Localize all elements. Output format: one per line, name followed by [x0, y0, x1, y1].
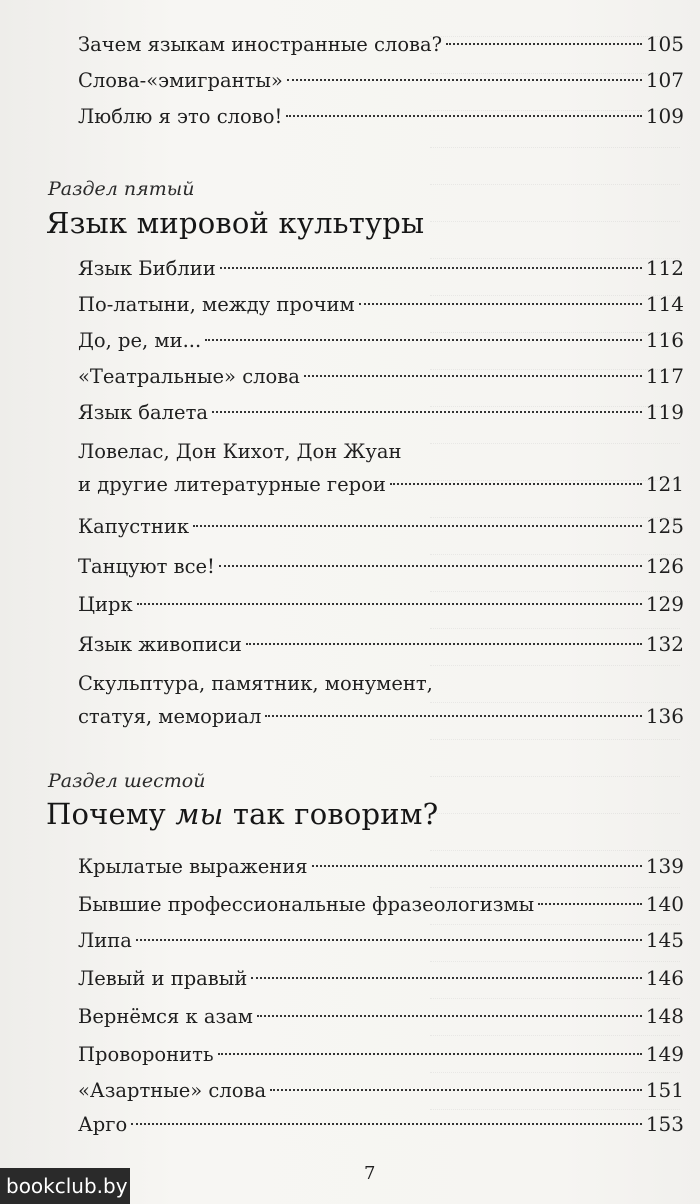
entry-page: 153	[645, 1112, 684, 1136]
toc-entry[interactable]	[78, 1038, 684, 1071]
dot-leader	[212, 411, 642, 413]
entry-title: Вернёмся к азам	[78, 1005, 253, 1028]
entry-page: 125	[645, 514, 684, 538]
entry-page: 139	[645, 854, 684, 878]
toc-entry[interactable]	[78, 1074, 684, 1107]
watermark: bookclub.by	[0, 1168, 130, 1204]
entry-page: 145	[645, 928, 684, 952]
toc-entry[interactable]	[78, 924, 684, 957]
entry-page: 149	[645, 1042, 684, 1066]
dot-leader	[131, 1123, 642, 1125]
dot-leader	[219, 565, 642, 567]
entry-title: «Театральные» слова	[78, 365, 300, 388]
entry-title: Липа	[78, 929, 132, 952]
entry-title: По-латыни, между прочим	[78, 293, 355, 316]
toc-entry[interactable]	[78, 252, 684, 285]
dot-leader	[257, 1015, 642, 1017]
entry-title: и другие литературные герои	[78, 473, 386, 496]
entry-title: Капустник	[78, 515, 190, 538]
dot-leader	[205, 339, 642, 341]
entry-title: Танцуют все!	[78, 555, 215, 578]
dot-leader	[246, 643, 642, 645]
entry-title: Крылатые выражения	[78, 855, 308, 878]
entry-page: 136	[645, 704, 684, 728]
dot-leader	[218, 1053, 642, 1055]
entry-page: 129	[645, 592, 684, 616]
toc-entry[interactable]	[78, 628, 684, 661]
toc-entry[interactable]	[78, 100, 684, 133]
toc-entry[interactable]	[78, 588, 684, 621]
entry-title-line1: Ловелас, Дон Кихот, Дон Жуан	[78, 440, 402, 463]
entry-page: 146	[645, 966, 684, 990]
entry-title: «Азартные» слова	[78, 1079, 267, 1102]
entry-title: Зачем языкам иностранные слова?	[78, 33, 443, 56]
dot-leader	[538, 903, 642, 905]
entry-page: 119	[645, 400, 684, 424]
toc-entry[interactable]	[78, 288, 684, 321]
entry-page: 116	[645, 328, 684, 352]
dot-leader	[137, 603, 642, 605]
entry-title-line1: Скульптура, памятник, монумент,	[78, 672, 433, 695]
section-label: Раздел пятый	[48, 178, 195, 200]
entry-title: статуя, мемориал	[78, 705, 262, 728]
dot-leader	[193, 525, 642, 527]
dot-leader	[446, 43, 642, 45]
toc-entry[interactable]	[78, 436, 684, 501]
toc-entry[interactable]	[78, 550, 684, 583]
entry-title: Язык Библии	[78, 257, 216, 280]
entry-title: Люблю я это слово!	[78, 105, 283, 128]
toc-entry[interactable]	[78, 64, 684, 97]
section-title: Язык мировой культуры	[46, 206, 425, 240]
entry-page: 117	[645, 364, 684, 388]
entry-page: 121	[645, 472, 684, 496]
toc-entry[interactable]	[78, 28, 684, 61]
entry-title: Слова-«эмигранты»	[78, 69, 283, 92]
toc-entry[interactable]	[78, 360, 684, 393]
entry-title: До, ре, ми...	[78, 329, 202, 352]
entry-page: 105	[645, 32, 684, 56]
dot-leader	[359, 303, 642, 305]
entry-title: Арго	[78, 1113, 128, 1136]
entry-page: 148	[645, 1004, 684, 1028]
toc-entry[interactable]	[78, 396, 684, 429]
page-number: 7	[364, 1163, 376, 1184]
toc-entry[interactable]	[78, 962, 684, 995]
dot-leader	[312, 865, 642, 867]
dot-leader	[304, 375, 642, 377]
entry-page: 114	[645, 292, 684, 316]
entry-page: 112	[645, 256, 684, 280]
dot-leader	[265, 715, 641, 717]
entry-title: Цирк	[78, 593, 133, 616]
dot-leader	[286, 115, 642, 117]
toc-entry[interactable]	[78, 668, 684, 733]
entry-page: 107	[645, 68, 684, 92]
toc-entry[interactable]	[78, 888, 684, 921]
entry-title: Бывшие профессиональные фразеологизмы	[78, 893, 535, 916]
entry-title: Язык балета	[78, 401, 208, 424]
toc-entry[interactable]	[78, 1000, 684, 1033]
entry-page: 109	[645, 104, 684, 128]
entry-page: 151	[645, 1078, 684, 1102]
entry-page: 140	[645, 892, 684, 916]
entry-title: Язык живописи	[78, 633, 242, 656]
toc-entry[interactable]	[78, 1108, 684, 1141]
entry-page: 132	[645, 632, 684, 656]
section-label: Раздел шестой	[48, 770, 206, 792]
entry-page: 126	[645, 554, 684, 578]
toc-entry[interactable]	[78, 850, 684, 883]
entry-title: Проворонить	[78, 1043, 214, 1066]
dot-leader	[270, 1089, 642, 1091]
dot-leader	[136, 939, 642, 941]
dot-leader	[251, 977, 642, 979]
entry-title: Левый и правый	[78, 967, 248, 990]
toc-entry[interactable]	[78, 510, 684, 543]
toc-entry[interactable]	[78, 324, 684, 357]
dot-leader	[390, 483, 642, 485]
section-title: Почему мы так говорим?	[46, 797, 439, 831]
dot-leader	[220, 267, 642, 269]
dot-leader	[287, 79, 642, 81]
